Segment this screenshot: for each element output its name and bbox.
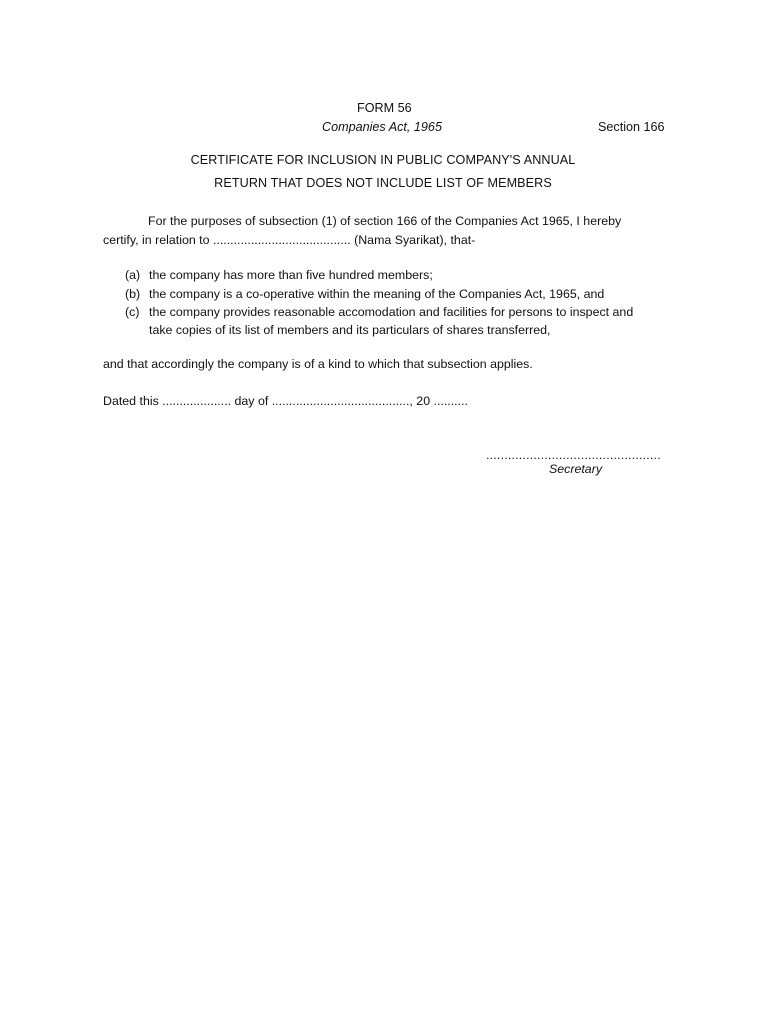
- form-number: FORM 56: [357, 101, 412, 115]
- list-item-text: the company has more than five hundred members;: [149, 268, 433, 282]
- list-item-marker: (b): [125, 287, 141, 301]
- act-reference: Companies Act, 1965: [322, 120, 442, 134]
- list-item-marker: (c): [125, 305, 140, 319]
- intro-paragraph-line-1: For the purposes of subsection (1) of section 166 of the Companies Act 1965, I hereby: [148, 214, 622, 228]
- list-item-text: the company is a co-operative within the meaning of the Companies Act, 1965, and: [149, 287, 605, 301]
- signatory-role: Secretary: [549, 462, 603, 476]
- intro-paragraph-line-2: certify, in relation to ........................................ (Nama Syarikat), that-: [103, 233, 476, 247]
- list-item-text: the company provides reasonable accomodation and facilities for persons to inspect and: [149, 305, 634, 319]
- list-item-marker: (a): [125, 268, 141, 282]
- section-reference: Section 166: [598, 120, 665, 134]
- signature-line: ................................................: [486, 448, 661, 462]
- certificate-title-line-1: CERTIFICATE FOR INCLUSION IN PUBLIC COMPANY'S ANNUAL: [190, 153, 576, 167]
- certificate-title-line-2: RETURN THAT DOES NOT INCLUDE LIST OF MEMBERS: [214, 176, 552, 190]
- dated-line: Dated this .................... day of ........................................, 20 ..........: [103, 394, 468, 408]
- list-item-text: take copies of its list of members and its particulars of shares transferred,: [149, 323, 551, 337]
- accordingly-paragraph: and that accordingly the company is of a kind to which that subsection applies.: [103, 357, 533, 371]
